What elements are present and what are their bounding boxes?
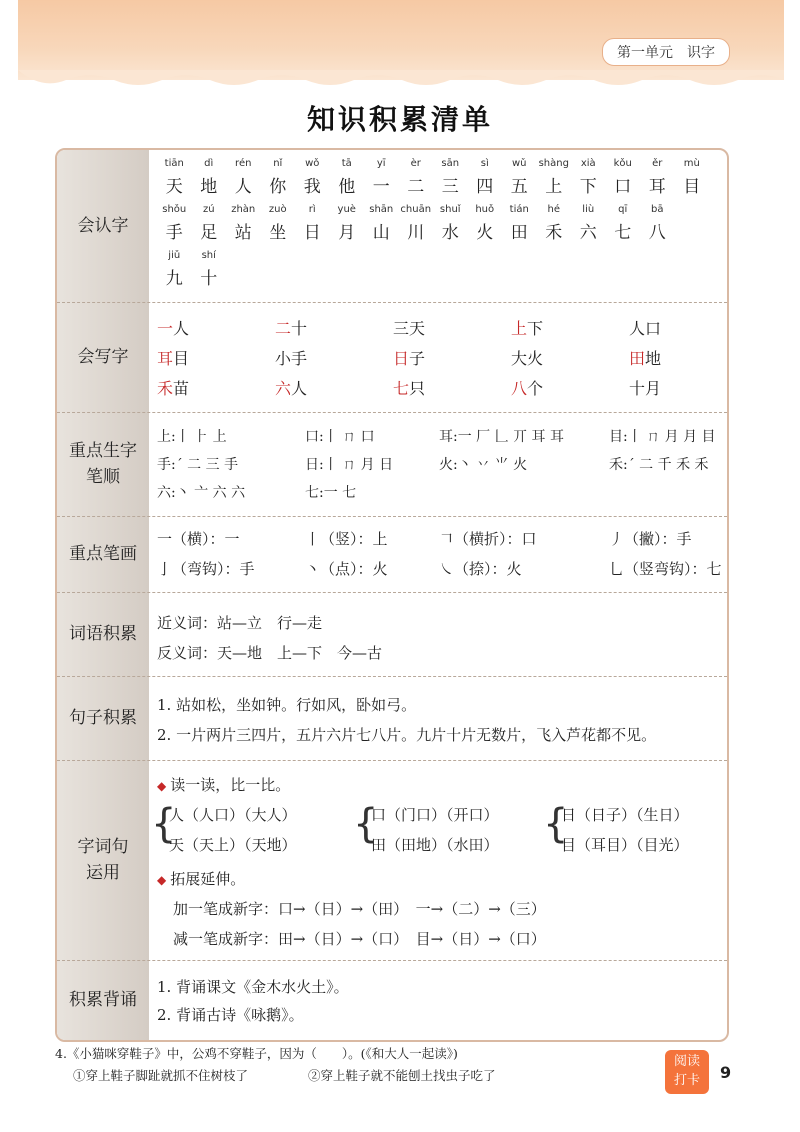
character-cell [192, 204, 227, 242]
pinyin: bā [651, 204, 664, 215]
row-label: 词语积累 [69, 624, 137, 644]
wave-edge [18, 70, 784, 90]
brace-icon: { [543, 801, 569, 847]
hanzi: 水 [441, 223, 459, 243]
pinyin: shàng [538, 158, 569, 169]
character-cell [468, 158, 503, 196]
compare-group-2-a: 口（门口）（开口） [371, 806, 499, 824]
pinyin: ěr [652, 158, 663, 169]
hanzi: 我 [303, 177, 321, 197]
pinyin: tā [341, 158, 352, 169]
recite-2: 2. 背诵古诗《咏鹅》。 [157, 1006, 304, 1024]
character-cell [261, 158, 296, 196]
compare-group-1-b: 天（天上）（天地） [169, 836, 297, 854]
character-cell [364, 204, 399, 242]
options [55, 1066, 665, 1088]
pinyin: shuǐ [439, 204, 461, 215]
character-cell [606, 204, 641, 242]
hanzi: 九 [165, 269, 183, 289]
hanzi: 他 [338, 177, 356, 197]
stroke-item: 一（横）：一 [157, 530, 240, 548]
row-label: 句子积累 [69, 708, 137, 728]
character-cell [640, 158, 675, 196]
row-ciyu [57, 592, 727, 677]
diamond-bullet-icon: ◆ [157, 779, 167, 793]
row-huixiezi [57, 302, 727, 413]
brace-icon: { [353, 801, 379, 847]
stroke-item: 丶（点）：火 [305, 560, 388, 578]
sentence-lines [157, 676, 721, 760]
pinyin: yuè [337, 204, 356, 215]
hanzi: 足 [200, 223, 218, 243]
hanzi: 川 [407, 223, 425, 243]
pinyin-row [157, 204, 675, 242]
stroke-item: 乚（竖弯钩）：七 [609, 560, 722, 578]
hanzi: 月 [338, 223, 356, 243]
reading-checkin-badge: 阅读 打卡 [665, 1050, 709, 1094]
stroke-order-item: 火:丶 丷 ⺌ 火 [439, 457, 528, 473]
character-cell [433, 158, 468, 196]
character-cell [330, 158, 365, 196]
pinyin: rì [308, 204, 316, 215]
character-cell [537, 158, 572, 196]
stroke-item: 亅（弯钩）：手 [157, 560, 255, 578]
hanzi: 手 [165, 223, 183, 243]
sentence-1: 1. 站如松，坐如钟。行如风，卧如弓。 [157, 696, 417, 714]
stroke-order-item: 口:丨 ㄇ 口 [305, 429, 375, 445]
character-cell [295, 204, 330, 242]
row-label: 会写字 [77, 347, 129, 367]
write-word: 日子 [393, 349, 426, 368]
stroke-order-list [157, 412, 721, 516]
remove-stroke-line: 减一笔成新字：田→（日）→（口） 目→（日）→（口） [173, 930, 546, 948]
stroke-order-item: 目:丨 ㄇ 月 月 目 [609, 429, 716, 445]
pinyin: shān [369, 204, 394, 215]
hanzi: 田 [510, 223, 528, 243]
stroke-order-item: 手:ˊ 二 三 手 [157, 457, 239, 473]
character-cell [261, 204, 296, 242]
pinyin-character-grid [157, 150, 721, 302]
character-cell [571, 204, 606, 242]
row-beisong [57, 960, 727, 1040]
pinyin-row [157, 250, 226, 288]
writing-words [157, 302, 721, 412]
hanzi: 六 [579, 223, 597, 243]
hanzi: 口 [614, 177, 632, 197]
hanzi: 十 [200, 269, 218, 289]
pinyin-row [157, 158, 709, 196]
character-cell [226, 204, 261, 242]
compare-group-3-b: 目（耳目）（目光） [561, 836, 689, 854]
character-cell [192, 158, 227, 196]
row-label: 重点笔画 [69, 544, 137, 564]
character-cell [157, 204, 192, 242]
stroke-item: ㇏（捺）：火 [439, 560, 522, 578]
pinyin: dì [204, 158, 214, 169]
stroke-order-item: 六:丶 亠 六 六 [157, 485, 246, 501]
pinyin: shǒu [162, 204, 187, 215]
hanzi: 坐 [269, 223, 287, 243]
write-word: 禾苗 [157, 379, 190, 398]
pinyin: mù [683, 158, 700, 169]
write-word: 耳目 [157, 349, 190, 368]
write-word: 七只 [393, 379, 426, 398]
bottom-question [55, 1044, 665, 1088]
stroke-order-item: 日:丨 ㄇ 月 日 [305, 457, 394, 473]
synonym-line: 近义词：站—立 行—走 [157, 614, 323, 632]
stroke-item: 𠃍（横折）：口 [439, 530, 537, 548]
stroke-order-item: 耳:一 厂 𠃊 丌 耳 耳 [439, 429, 564, 445]
write-word: 十月 [629, 379, 662, 398]
write-word: 小手 [275, 349, 308, 368]
character-cell [502, 204, 537, 242]
pinyin: tiān [164, 158, 184, 169]
row-label: 会认字 [77, 216, 129, 236]
pinyin: zú [202, 204, 215, 215]
character-cell [502, 158, 537, 196]
compare-group-1-a: 人（人口）（大人） [169, 806, 297, 824]
unit-tag: 第一单元 识字 [602, 38, 730, 66]
character-cell [675, 158, 710, 196]
pinyin: hé [547, 204, 560, 215]
hanzi: 一 [372, 177, 390, 197]
stroke-item: 丿（撇）：手 [609, 530, 692, 548]
pinyin: sì [480, 158, 489, 169]
hanzi: 上 [545, 177, 563, 197]
pinyin: chuān [400, 204, 432, 215]
antonym-line: 反义词：天—地 上—下 今—古 [157, 644, 383, 662]
pinyin: liù [582, 204, 595, 215]
hanzi: 五 [510, 177, 528, 197]
character-cell [330, 204, 365, 242]
hanzi: 下 [579, 177, 597, 197]
option-2: ②穿上鞋子就不能刨土找虫子吃了 [308, 1068, 496, 1083]
row-bihua [57, 516, 727, 593]
character-cell [399, 204, 434, 242]
compare-group-2-b: 田（田地）（水田） [371, 836, 499, 854]
hanzi: 站 [234, 223, 252, 243]
usage-body [151, 760, 721, 960]
character-cell [295, 158, 330, 196]
row-huirenzi [57, 150, 727, 303]
write-word: 人口 [629, 319, 662, 338]
option-1: ①穿上鞋子脚趾就抓不住树枝了 [73, 1068, 249, 1083]
write-word: 上下 [511, 319, 544, 338]
hanzi: 四 [476, 177, 494, 197]
write-word: 一人 [157, 319, 190, 338]
add-stroke-line: 加一笔成新字：口→（日）→（田） 一→（二）→（三） [173, 900, 546, 918]
stroke-item: 丨（竖）：上 [305, 530, 388, 548]
row-label: 重点生字 笔顺 [69, 441, 137, 487]
character-cell [157, 250, 192, 288]
stroke-order-item: 上:丨 ⺊ 上 [157, 429, 227, 445]
subheading-extension: ◆ 拓展延伸。 [157, 870, 246, 888]
page-number: 9 [720, 1063, 732, 1082]
hanzi: 二 [407, 177, 425, 197]
character-cell [640, 204, 675, 242]
pinyin: qī [618, 204, 628, 215]
pinyin: nǐ [273, 158, 283, 169]
character-cell [399, 158, 434, 196]
row-label: 积累背诵 [69, 990, 137, 1010]
character-cell [537, 204, 572, 242]
word-lines [157, 592, 721, 676]
character-cell [571, 158, 606, 196]
sentence-2: 2. 一片两片三四片，五片六片七八片。九片十片无数片，飞入芦花都不见。 [157, 726, 657, 744]
stroke-order-item: 禾:ˊ 二 千 禾 禾 [609, 457, 709, 473]
pinyin: huǒ [475, 204, 495, 215]
hanzi: 人 [234, 177, 252, 197]
question-text: 4.《小猫咪穿鞋子》中，公鸡不穿鞋子，因为（ ）。(《和大人一起读》) [55, 1046, 458, 1061]
pinyin: wǒ [305, 158, 320, 169]
pinyin: sān [441, 158, 460, 169]
row-bishun [57, 412, 727, 517]
stroke-order-item: 七:一 七 [305, 485, 357, 501]
pinyin: zuò [268, 204, 287, 215]
write-word: 三天 [393, 319, 426, 338]
pinyin: xià [580, 158, 596, 169]
page-title: 知识积累清单 [306, 103, 493, 136]
hanzi: 禾 [545, 223, 563, 243]
hanzi: 日 [303, 223, 321, 243]
pinyin: tián [509, 204, 529, 215]
character-cell [192, 250, 227, 288]
recite-lines [157, 960, 721, 1040]
row-zicijuyong [57, 760, 727, 961]
hanzi: 山 [372, 223, 390, 243]
write-word: 二十 [275, 319, 308, 338]
character-cell [468, 204, 503, 242]
pinyin: rén [235, 158, 252, 169]
write-word: 八个 [511, 379, 544, 398]
character-cell [157, 158, 192, 196]
hanzi: 三 [441, 177, 459, 197]
hanzi: 八 [648, 223, 666, 243]
knowledge-table [55, 148, 729, 1042]
row-juzi [57, 676, 727, 761]
pinyin: yī [376, 158, 386, 169]
row-label: 字词句 运用 [77, 837, 129, 883]
pinyin: jiǔ [168, 250, 181, 261]
pinyin: èr [410, 158, 421, 169]
recite-1: 1. 背诵课文《金木水火土》。 [157, 978, 349, 996]
hanzi: 你 [269, 177, 287, 197]
hanzi: 七 [614, 223, 632, 243]
hanzi: 地 [200, 177, 218, 197]
hanzi: 天 [165, 177, 183, 197]
hanzi: 目 [683, 177, 701, 197]
character-cell [226, 158, 261, 196]
write-word: 田地 [629, 349, 662, 368]
compare-group-3-a: 日（日子）（生日） [561, 806, 689, 824]
pinyin: kǒu [613, 158, 632, 169]
pinyin: zhàn [231, 204, 256, 215]
write-word: 六人 [275, 379, 308, 398]
pinyin: wǔ [511, 158, 527, 169]
write-word: 大火 [511, 349, 544, 368]
hanzi: 耳 [648, 177, 666, 197]
strokes-list [157, 516, 721, 592]
character-cell [433, 204, 468, 242]
character-cell [364, 158, 399, 196]
pinyin: shí [201, 250, 216, 261]
diamond-bullet-icon: ◆ [157, 873, 167, 887]
brace-icon: { [151, 801, 177, 847]
character-cell [606, 158, 641, 196]
subheading-read-compare: ◆ 读一读，比一比。 [157, 776, 291, 794]
hanzi: 火 [476, 223, 494, 243]
